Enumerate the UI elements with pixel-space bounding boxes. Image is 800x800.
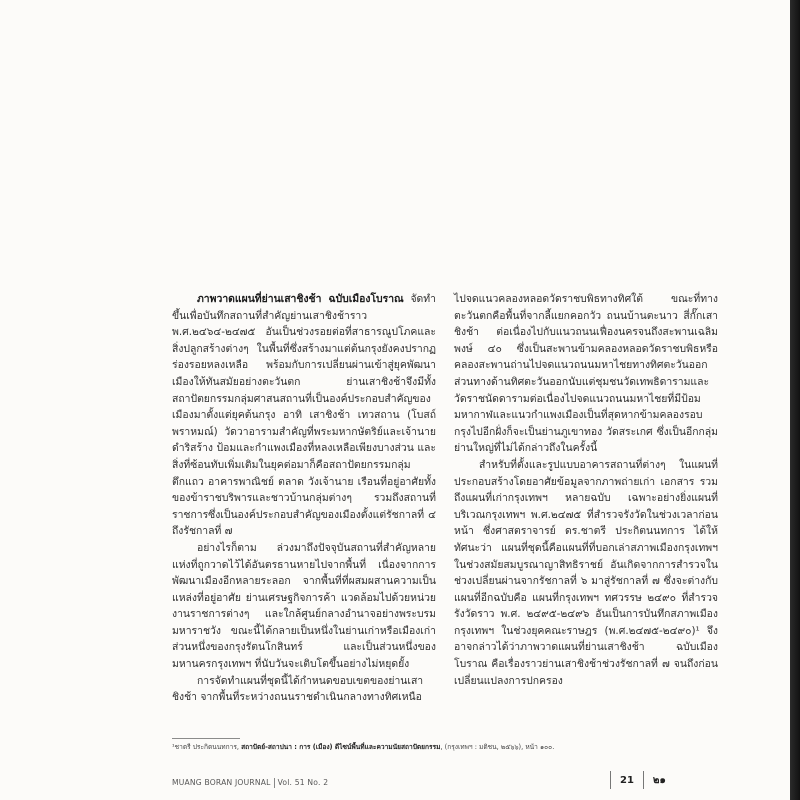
paragraph: การจัดทำแผนที่ชุดนี้ได้กำหนดขอบเขตของย่านเสาชิงช้า จากพื้นที่ระหว่างถนนราชดำเนินกลางทางทิศเหนือ [172,674,424,704]
page-number-block [610,770,666,790]
page-number-arabic: 21 [620,774,634,786]
footer-divider [274,778,275,788]
footnote-lead: ¹ชาตรี ประกิตนนทการ, [172,743,242,751]
paragraph: อย่างไรก็ตาม ล่วงมาถึงปัจจุบันสถานที่สำคัญหลายแห่งที่ถูกวาดไว้ได้อันตรธานหายไปจากพื้นที่ เนื่องจากการพัฒนาเมืองอีกหลายระลอก จากพื้นที่ที่ผสมผสานความเป็นแหล่งที่อยู่อาศัย ย่านเศรษฐกิจการค้า แวดล้อมไปด้วยหน่วยงานราชการต่างๆ และใกล้ศูนย์กลางอำนาจอย่างพระบรมมหาราชวัง ขณะนี้ได้กลายเป็นหนึ่งในย่านเก่าหรือเมืองเก่าส่วนหนึ่งของกรุงรัตนโกสินทร์ และเป็นส่วนหนึ่งของมหานครกรุงเทพฯ ที่นับวันจะเติบโตขึ้นอย่างไม่หยุดยั้ง [172,541,436,671]
article-column-left [172,291,436,706]
map-title: ภาพวาดแผนที่ย่านเสาชิงช้า ฉบับเมืองโบราณ [196,293,404,305]
page-number-divider [643,771,644,789]
journal-name: MUANG BORAN JOURNAL [172,778,271,787]
footnote [172,742,762,752]
paragraph: ไปจดแนวคลองหลอดวัดราชบพิธทางทิศใต้ ขณะที่ทางตะวันตกคือพื้นที่จากลี้แยกคอกวัว ถนนบ้านตะนาว สี่กั๊กเสาชิงช้า ต่อเนื่องไปกับแนวถนนเฟื่องนครจนถึงสะพานเฉลิมพงษ์ ๔๐ ซึ่งเป็นสะพานข้ามคลองหลอดวัดราชบพิธหรือคลองสะพานถ่านไปจดแนวถนนมหาไชยทางทิศตะวันออก ส่วนทางด้านทิศตะวันออกนับแต่ชุมชนวัดเทพธิดารามและวัดราชนัดดารามต่อเนื่องไปจดแนวถนนมหาไชยที่มีป้อมมหากาฬและแนวกำแพงเมืองเป็นที่สุดหากข้ามคลองรอบกรุงไปอีกฝั่งก็จะเป็นย่านภูเขาทอง วัดสระเกศ ซึ่งเป็นอีกกลุ่มย่านใหญ่ที่ไม่ได้กล่าวถึงในครั้งนี้ [454,293,718,455]
running-footer [172,778,672,788]
paragraph-text: จัดทำขึ้นเพื่อบันทึกสถานที่สำคัญย่านเสาชิงช้าราว พ.ศ.๒๔๖๔-๒๔๗๕ อันเป็นช่วงรอยต่อที่สาธารณูปโภคและสิ่งปลูกสร้างต่างๆ ในพื้นที่ซึ่งสร้างมาแต่ต้นกรุงยังคงปรากฏร่องรอยหลงเหลือ พร้อมกับการเปลี่ยนผ่านเข้าสู่ยุคพัฒนาเมืองให้ทันสมัยอย่างตะวันตก ย่านเสาชิงช้าจึงมีทั้งสถาปัตยกรรมกลุ่มศาสนสถานที่เป็นองค์ประกอบสำคัญของเมืองมาตั้งแต่ยุคต้นกรุง อาทิ เสาชิงช้า เทวสถาน (โบสถ์พราหมณ์) วัดวาอารามสำคัญที่พระมหากษัตริย์และเจ้านายดำริสร้าง ป้อมและกำแพงเมืองที่หลงเหลือเพียงบางส่วน และสิ่งที่ซ้อนทับเพิ่มเติมในยุคต่อมาก็คือสถาปัตยกรรมกลุ่มตึกแถว อาคารพาณิชย์ ตลาด วังเจ้านาย เรือนที่อยู่อาศัยทั้งของข้าราชบริพารและชาวบ้านกลุ่มต่างๆ รวมถึงสถานที่ราชการซึ่งเป็นองค์ประกอบสำคัญของเมืองตั้งแต่รัชกาลที่ ๔ ถึงรัชกาลที่ ๗ [172,293,436,538]
paragraph [172,291,436,540]
footnote-tail: , (กรุงเทพฯ : มติชน, ๒๕๖๖), หน้า ๑๐๐. [440,743,555,751]
footnote-divider [172,738,240,739]
journal-volume: Vol. 51 No. 2 [277,778,329,787]
article-column-right [454,291,718,689]
page-number-thai: ๒๑ [652,774,666,786]
paragraph: สำหรับที่ตั้งและรูปแบบอาคารสถานที่ต่างๆ ในแผนที่ประกอบสร้างโดยอาศัยข้อมูลจากภาพถ่ายเก่า เอกสาร รวมถึงแผนที่เก่ากรุงเทพฯ หลายฉบับ เฉพาะอย่างยิ่งแผนที่บริเวณกรุงเทพฯ พ.ศ.๒๔๗๕ ที่สำรวจรังวัดในช่วงเวลาก่อนหน้า ซึ่งศาสตราจารย์ ดร.ชาตรี ประกิตนนทการ ได้ให้ทัศนะว่า แผนที่ชุดนี้คือแผนที่ที่บอกเล่าสภาพเมืองกรุงเทพฯ ในช่วงสมัยสมบูรณาญาสิทธิราชย์ อันเกิดจากการสำรวจในช่วงเปลี่ยนผ่านจากรัชกาลที่ ๖ มาสู่รัชกาลที่ ๗ ซึ่งจะต่างกับแผนที่อีกฉบับคือ แผนที่กรุงเทพฯ ทศวรรษ ๒๔๙๐ ที่สำรวจรังวัดราว พ.ศ. ๒๔๙๕-๒๔๙๖ อันเป็นการบันทึกสภาพเมืองกรุงเทพฯ ในช่วงยุคคณะราษฎร (พ.ศ.๒๔๗๕-๒๔๙๐)¹ จึงอาจกล่าวได้ว่าภาพวาดแผนที่ย่านเสาชิงช้า ฉบับเมืองโบราณ คือเรื่องราวย่านเสาชิงช้าช่วงรัชกาลที่ ๗ จนถึงก่อนเปลี่ยนแปลงการปกครอง [454,458,718,687]
page-number-divider [610,771,611,789]
footnote-book-title: สถาปัตย์-สถาปนา : การ (เมือง) ดีไซน์พื้นที่และความนัยสถาปัตยกรรม [241,743,441,751]
book-spine-edge [790,0,800,800]
